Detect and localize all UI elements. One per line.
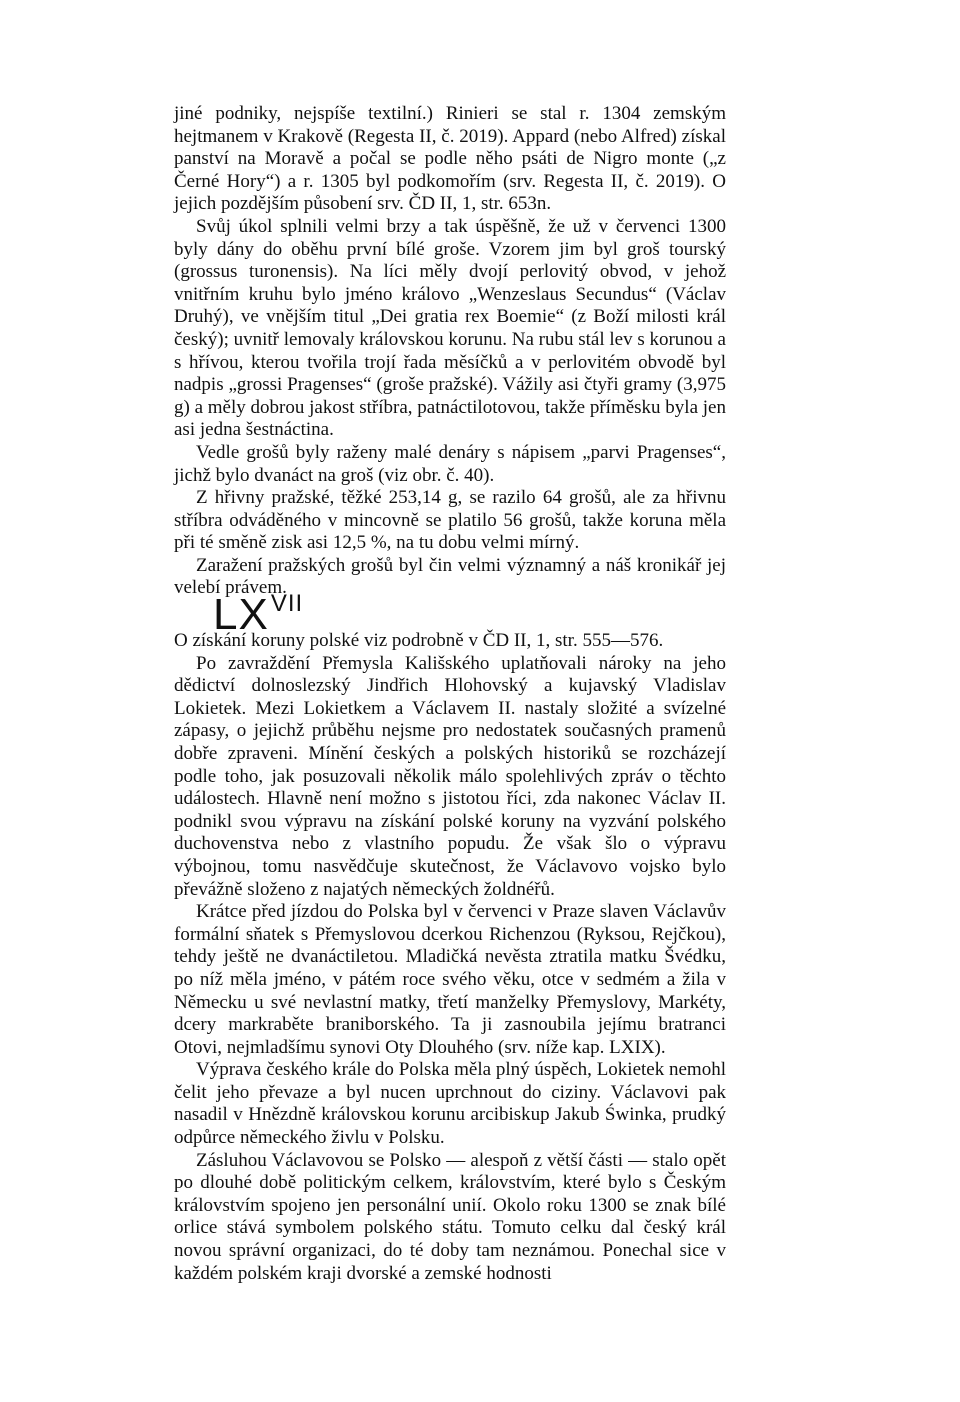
paragraph: Vedle grošů byly raženy malé denáry s nápisem „parvi Pragenses“, jichž bylo dvanáct na groš (viz obr. č. 40).	[174, 441, 726, 486]
paragraph: Z hřivny pražské, těžké 253,14 g, se razilo 64 grošů, ale za hřivnu stříbra odváděného v mincovně se platilo 56 grošů, takže koruna měla při té směně zisk asi 12,5 %, na tu dobu velmi mírný.	[174, 487, 726, 554]
paragraph: Po zavraždění Přemysla Kališského uplatňovali nároky na jeho dědictví dolnoslezský Jindřich Hlohovský a kujavský Vladislav Lokietek. Mezi Lokietkem a Václavem II. nastaly složité a svízelné zápasy, o jejichž průběhu nejsme pro nedostatek současných pramenů dobře zpraveni. Mínění českých a polských historiků se rozcházejí podle toho, jak posuzovali několik málo spolehlivých zpráv o těchto událostech. Hlavně není možno s jistotou říci, zda nakonec Václav II. podnikl svou výpravu na získání polské koruny na vyzvání polského duchovenstva nebo z vlastního popudu. Že však šlo o výpravu výbojnou, tomu nasvědčuje skutečnost, že Václavovo vojsko bylo převážně složeno z najatých německých žoldnéřů.	[174, 652, 726, 900]
chapter-number-superscript: VII	[270, 590, 304, 617]
paragraph: O získání koruny polské viz podrobně v ČD II, 1, str. 555—576.	[174, 630, 664, 651]
text-block-top	[174, 103, 726, 600]
text-block-bottom	[174, 630, 726, 1285]
paragraph: Krátce před jízdou do Polska byl v červenci v Praze slaven Václavův formální sňatek s Přemyslovou dcerkou Richenzou (Ryksou, Rejčkou), tehdy ještě ne dvanáctiletou. Mladičká nevěsta ztratila matku Švédku, po níž měla jméno, v pátém roce svého věku, otce v sedmém a žila v Německu u své nevlastní matky, třetí manželky Přemyslovy, Markéty, dcery markraběte braniborského. Ta ji zasnoubila jejímu bratranci Otovi, nejmladšímu synovi Oty Dlouhého (srv. níže kap. LXIX).	[174, 901, 726, 1058]
paragraph: Svůj úkol splnili velmi brzy a tak úspěšně, že už v červenci 1300 byly dány do oběhu první bílé groše. Vzorem jim byl groš tourský (grossus turonensis). Na líci měly dvojí perlovitý obvod, v jehož vnitřním kruhu bylo jméno královo „Wenzeslaus Secundus“ (Václav Druhý), ve vnějším titul „Dei gratia rex Boemie“ (z Boží milosti král český); uvnitř lemovaly královskou korunu. Na rubu stál lev s korunou a s hřívou, kterou tvořila trojí řada měsíčků a v perlovitém obvodě byl nadpis „grossi Pragenses“ (groše pražské). Vážily asi čtyři gramy (3,975 g) a měly dobrou jakost stříbra, patnáctilotovou, takže příměsku byla jen asi jedna šestnáctina.	[174, 215, 726, 441]
paragraph: Výprava českého krále do Polska měla plný úspěch, Lokietek nemohl čelit jeho převaze a byl nucen uprchnout do ciziny. Václavovi pak nasadil v Hnězdně královskou korunu arcibiskup Jakub Świnka, prudký odpůrce německého živlu v Polsku.	[174, 1059, 726, 1149]
chapter-heading	[213, 582, 303, 637]
chapter-number: LX	[213, 590, 269, 639]
paragraph: jiné podniky, nejspíše textilní.) Rinieri se stal r. 1304 zemským hejtmanem v Krakově (Regesta II, č. 2019). Appard (nebo Alfred) získal panství na Moravě a počal se podle něho psáti de Nigro monte („z Černé Hory“) a r. 1305 byl podkomořím (srv. Regesta II, č. 2019). O jejich pozdějším působení srv. ČD II, 1, str. 653n.	[174, 103, 726, 215]
paragraph: Zásluhou Václavovou se Polsko — alespoň z větší části — stalo opět po dlouhé době politickým celkem, královstvím, které bylo s Českým královstvím spojeno jen personální unií. Okolo roku 1300 se znak bílé orlice stává symbolem polského státu. Tomuto celku dal český král novou správní organizaci, do té doby tam neznámou. Ponechal sice v každém polském kraji dvorské a zemské hodnosti	[174, 1149, 726, 1284]
paragraph: Zaražení pražských grošů byl čin velmi významný a náš kronikář jej velebí právem.	[174, 554, 726, 599]
